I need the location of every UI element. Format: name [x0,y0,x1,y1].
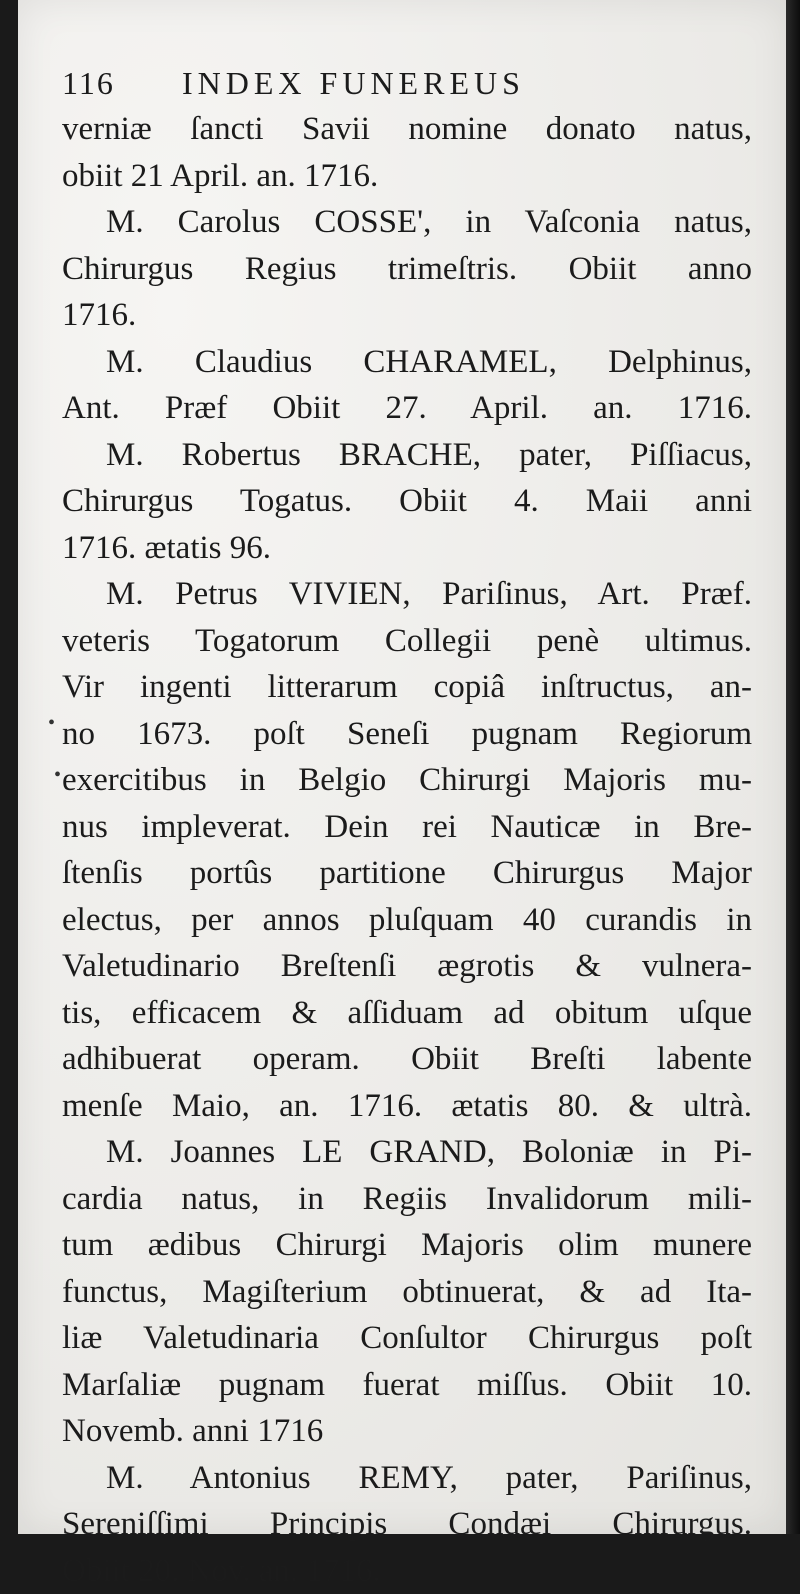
text-line: Marſaliæ pugnam fuerat miſſus. Obiit 10. [62,1362,752,1409]
page-number: 116 [62,60,182,107]
text-line: liæ Valetudinaria Conſultor Chirurgus poſt [62,1315,752,1362]
text-line: electus, per annos pluſquam 40 curandis in [62,897,752,944]
text-line: 1716. [62,292,752,339]
text-line: menſe Maio, an. 1716. ætatis 80. & ultrà. [62,1083,752,1130]
entry-remy: M. Antonius REMY, pater, Pariſinus, [62,1455,752,1502]
text-line: cardia natus, in Regiis Invalidorum mili- [62,1176,752,1223]
text-line: veteris Togatorum Collegii penè ultimus. [62,618,752,665]
text-line: verniæ ſancti Savii nomine donato natus, [62,106,752,153]
text-line: Chirurgus Togatus. Obiit 4. Maii anni [62,478,752,525]
text-line: Valetudinario Breſtenſi ægrotis & vulnera- [62,943,752,990]
text-line: Novemb. anni 1716 [62,1408,752,1455]
text-line: nus impleverat. Dein rei Nauticæ in Bre- [62,804,752,851]
text-line: exercitibus in Belgio Chirurgi Majoris mu- [62,757,752,804]
entry-brache: M. Robertus BRACHE, pater, Piſſiacus, [62,432,752,479]
running-title: INDEX FUNEREUS [182,60,525,107]
text-line: tis, efficacem & aſſiduam ad obitum uſque [62,990,752,1037]
text-line: Obiit 20. Nov. an. 1716. [62,1548,752,1594]
speck-mark: • [54,764,61,787]
page-edge-shadow [786,0,800,1534]
text-line: obiit 21 April. an. 1716. [62,153,752,200]
entry-vivien: M. Petrus VIVIEN, Pariſinus, Art. Præf. [62,571,752,618]
text-line: Chirurgus Regius trimeſtris. Obiit anno [62,246,752,293]
entry-cosse: M. Carolus COSSE', in Vaſconia natus, [62,199,752,246]
book-page [18,0,788,1534]
entry-le-grand: M. Joannes LE GRAND, Boloniæ in Pi- [62,1129,752,1176]
page-text [62,60,752,1594]
text-line: functus, Magiſterium obtinuerat, & ad Ita- [62,1269,752,1316]
speck-mark: • [48,712,55,735]
text-line: Sereniſſimi Principis Condæi Chirurgus. [62,1501,752,1548]
running-header [62,60,752,106]
text-line: Ant. Præf Obiit 27. April. an. 1716. [62,385,752,432]
text-line: 1716. ætatis 96. [62,525,752,572]
text-line: ſtenſis portûs partitione Chirurgus Major [62,850,752,897]
entry-charamel: M. Claudius CHARAMEL, Delphinus, [62,339,752,386]
text-line: no 1673. poſt Seneſi pugnam Regiorum [62,711,752,758]
text-line: adhibuerat operam. Obiit Breſti labente [62,1036,752,1083]
text-line: Vir ingenti litterarum copiâ inſtructus, an- [62,664,752,711]
text-line: tum ædibus Chirurgi Majoris olim munere [62,1222,752,1269]
